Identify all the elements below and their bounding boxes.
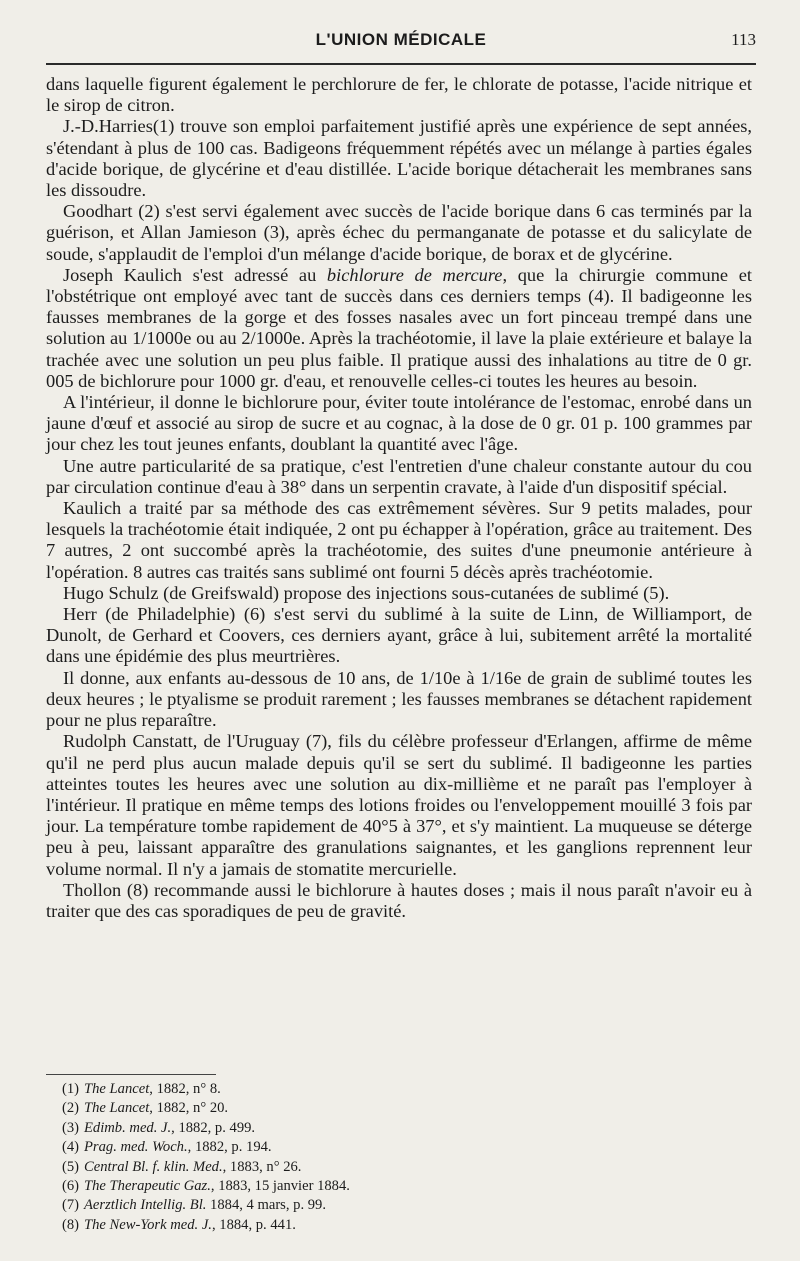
footnote-details: , 1882, p. 194.: [187, 1139, 272, 1156]
footnotes: [62, 1080, 752, 1235]
footnote-mark: (1): [62, 1081, 80, 1097]
footnote-mark: (7): [62, 1197, 80, 1214]
paragraph-goodhart: Goodhart (2) s'est servi également avec succès de l'acide borique dans 6 cas terminés par la guérison, et Allan Jamieson (3), après échec du permanganate de potasse et du salicylate de soude, s'applaudit de l'emploi d'un mélange d'acide borique, de borax et de glycérine.: [46, 201, 752, 264]
footnote-details: , 1882, n° 20.: [149, 1100, 229, 1117]
footnote-mark: (2): [62, 1100, 80, 1117]
footnote-journal: The Therapeutic Gaz.: [84, 1178, 211, 1195]
footnote-mark: (5): [62, 1158, 80, 1175]
footnote-details: , 1882, n° 8.: [149, 1081, 221, 1097]
footnote-mark: (4): [62, 1139, 80, 1156]
paragraph-schulz: Hugo Schulz (de Greifswald) propose des injections sous-cutanées de sublimé (5).: [63, 582, 670, 603]
footnote: [62, 1158, 752, 1177]
footnote-rule: [46, 1074, 216, 1075]
header-rule: [46, 63, 756, 65]
footnote-details: , 1883, n° 26.: [222, 1158, 302, 1175]
footnote-journal: The Lancet: [84, 1081, 150, 1097]
body-text: [46, 74, 752, 922]
footnote: [62, 1196, 752, 1215]
page-header: [46, 30, 756, 60]
footnote-journal: Aerztlich Intellig. Bl.: [84, 1197, 207, 1214]
paragraph-harries: J.-D.Harries(1) trouve son emploi parfaitement justifié après une expérience de sept années, s'étendant à plus de 100 cas. Badigeons fréquemment répétés avec un mélange à parties égales d'acide borique, de glycérine et d'eau distillée. L'acide borique détacherait les membranes sans les dissoudre.: [46, 116, 752, 201]
footnote-journal: Prag. med. Woch.: [84, 1139, 188, 1156]
footnote-journal: Central Bl. f. klin. Med.: [84, 1158, 223, 1175]
footnote-journal: The Lancet: [84, 1100, 150, 1117]
paragraph-chaleur: Une autre particularité de sa pratique, c'est l'entretien d'une chaleur constante autour du cou par circulation continue d'eau à 38° dans un serpentin cravate, à l'aide d'un dispositif spécial.: [46, 455, 752, 497]
footnote-details: , 1884, p. 441.: [211, 1216, 296, 1233]
footnote: [62, 1080, 752, 1099]
footnote: [62, 1119, 752, 1138]
footnote-details: , 1883, 15 janvier 1884.: [210, 1178, 350, 1195]
footnote-mark: (6): [62, 1178, 80, 1195]
paragraph-continued: dans laquelle figurent également le perchlorure de fer, le chlorate de potasse, l'acide nitrique et le sirop de citron.: [46, 74, 752, 116]
paragraph-dosage: Il donne, aux enfants au-dessous de 10 ans, de 1/10e à 1/16e de grain de sublimé toutes les deux heures ; le ptyalisme se produit rarement ; les fausses membranes se détachent rapidement pour ne plus reparaître.: [46, 667, 752, 731]
footnote-details: , 1882, p. 499.: [171, 1119, 256, 1136]
footnote-details: 1884, 4 mars, p. 99.: [206, 1197, 326, 1214]
footnote-mark: (3): [62, 1119, 80, 1136]
running-title: L'UNION MÉDICALE: [315, 30, 487, 49]
footnote: [62, 1099, 752, 1118]
paragraph-resultats: Kaulich a traité par sa méthode des cas extrêmement sévères. Sur 9 petits malades, pour lesquels la trachéotomie était indiquée, 2 ont pu échapper à l'opération, grâce au traitement. Des 7 autres, 2 ont succombé après la trachéotomie, des suites d'une pneumonie antérieure à l'opération. 8 autres cas traités sans sublimé ont fourni 5 décès après trachéotomie.: [46, 498, 752, 582]
paragraph-herr: Herr (de Philadelphie) (6) s'est servi du sublimé à la suite de Linn, de Williamport, de Dunolt, de Gerhard et Coovers, ces derniers ayant, grâce à lui, subitement arrêté la mortalité dans une épidémie des plus meurtrières.: [46, 604, 752, 667]
kaulich-text-after: , que la chirurgie commune et l'obstétrique ont employé avec tant de succès dans ces derniers temps (4). Il badigeonne les fausses membranes de la gorge et des fosses nasales avec un fort pinceau trempé dans une solution au 1/1000e ou au 2/1000e. Après la trachéotomie, il lave la plaie extérieure et balaye la trachée avec une solution un peu plus faible. Il pratique aussi des inhalations au titre de 0 gr. 005 de bichlorure pour 1000 gr. d'eau, et renouvelle celles-ci toutes les heures au besoin.: [46, 264, 752, 391]
paragraph-interieur: A l'intérieur, il donne le bichlorure pour, éviter toute intolérance de l'estomac, enrobé dans un jaune d'œuf et associé au sirop de sucre et au cognac, à la dose de 0 gr. 01 p. 100 grammes par jour chez les tout jeunes enfants, doublant la quantité avec l'âge.: [46, 392, 752, 455]
paragraph-kaulich: [46, 265, 752, 392]
footnote-mark: (8): [62, 1216, 80, 1233]
footnote: [62, 1177, 752, 1196]
footnote-journal: The New-York med. J.: [84, 1216, 212, 1233]
footnote-journal: Edimb. med. J.: [84, 1119, 172, 1136]
kaulich-text-before: Joseph Kaulich s'est adressé au: [63, 264, 327, 285]
paragraph-canstatt: Rudolph Canstatt, de l'Uruguay (7), fils du célèbre professeur d'Erlangen, affirme de même qu'il ne perd plus aucun malade depuis qu'il se sert du sublimé. Il badigeonne les parties atteintes toutes les heures avec une solution au dix-millième et ne paraît pas l'employer à l'intérieur. Il pratique en même temps des lotions froides ou l'enveloppement mouillé 3 fois par jour. La température tombe rapidement de 40°5 à 37°, et s'y maintient. La muqueuse se déterge peu à peu, laissant apparaître des granulations saignantes, et les ganglions reprennent leur volume normal. Il n'y a jamais de stomatite mercurielle.: [46, 731, 752, 879]
page-number: 113: [731, 30, 756, 49]
kaulich-emphasis: bichlorure de mercure: [326, 264, 503, 285]
footnote: [62, 1216, 752, 1235]
paragraph-thollon: Thollon (8) recommande aussi le bichlorure à hautes doses ; mais il nous paraît n'avoir eu à traiter que des cas sporadiques de peu de gravité.: [46, 879, 752, 921]
footnote: [62, 1138, 752, 1157]
